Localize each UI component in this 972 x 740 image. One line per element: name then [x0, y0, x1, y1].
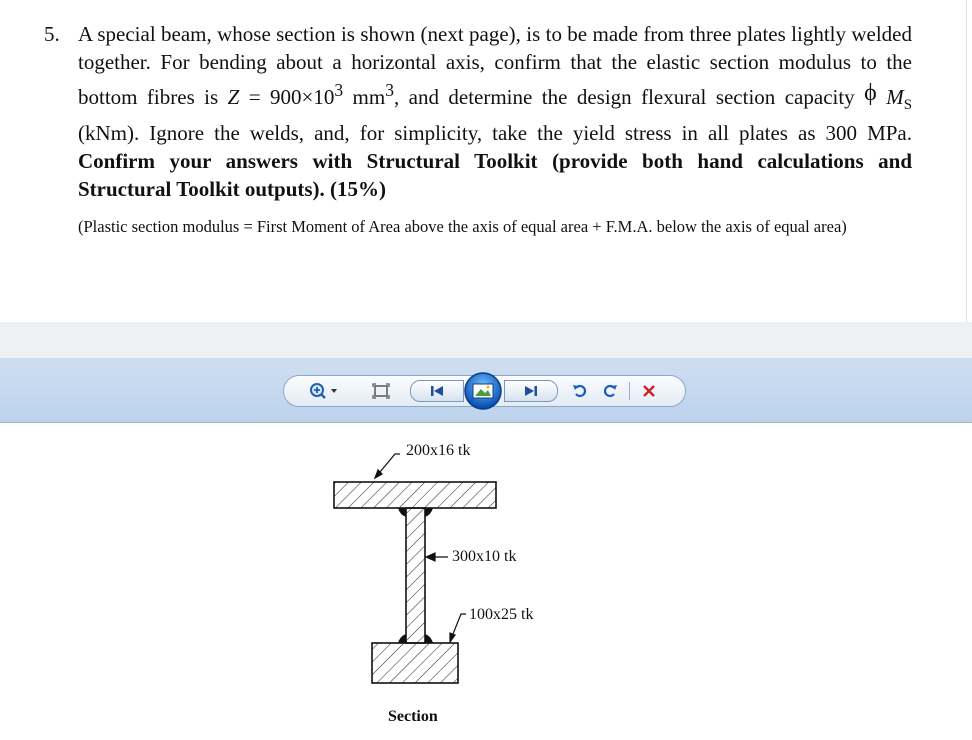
previous-button[interactable] [410, 376, 464, 406]
fit-to-window-icon [372, 383, 390, 399]
bottom-plate-label: 100x25 tk [469, 606, 534, 623]
top-plate-label: 200x16 tk [406, 442, 471, 459]
image-viewer-toolbar [0, 358, 972, 423]
rotate-counterclockwise-button[interactable] [568, 376, 592, 406]
previous-icon [429, 385, 445, 397]
rotate-clockwise-icon [602, 383, 618, 399]
zoom-in-icon [308, 381, 342, 401]
ms-symbol: M [886, 85, 904, 109]
web-plate-label: 300x10 tk [452, 548, 517, 565]
problem-text-main: A special beam, whose section is shown (next page), is to be made from three plates lightly welded together. For bending about a horizontal axis, confirm that the elastic section modulus to the bottom fibres is [78, 22, 912, 109]
bottom-flange-plate [372, 643, 458, 683]
plastic-modulus-note: (Plastic section modulus = First Moment of Area above the axis of equal area + F.M.A. below the axis of equal area) [78, 217, 847, 236]
top-flange-plate [334, 482, 496, 508]
beam-section-figure [0, 423, 972, 740]
z-equals: = 900×10 [239, 85, 335, 109]
toolbar-pill [283, 375, 686, 407]
z-unit: mm [343, 85, 386, 109]
bottom-plate-leader [450, 614, 466, 642]
slideshow-button[interactable] [460, 371, 506, 411]
next-button[interactable] [504, 376, 558, 406]
z-unit-exponent: 3 [385, 80, 394, 100]
zoom-button[interactable] [306, 376, 344, 406]
problem-number: 5. [44, 22, 60, 46]
phi-symbol: ϕ [864, 80, 877, 106]
document-page [0, 0, 967, 322]
slideshow-icon [461, 371, 505, 411]
page-gap [0, 322, 972, 358]
fit-to-window-button[interactable] [366, 376, 396, 406]
ms-subscript: S [903, 97, 913, 114]
web-leader [426, 553, 448, 561]
rotate-clockwise-button[interactable] [598, 376, 622, 406]
toolbar-separator [628, 376, 630, 406]
problem-text-mid: , and determine the design flexural section capacity [393, 85, 865, 109]
z-exponent: 3 [334, 80, 344, 100]
delete-button[interactable] [634, 376, 664, 406]
delete-icon [642, 384, 656, 398]
z-symbol: Z [227, 85, 240, 109]
problem-text [78, 20, 912, 203]
problem-bold-instruction: Confirm your answers with Structural Toolkit (provide both hand calculations and Structural Toolkit outputs). (15%) [78, 149, 912, 202]
web-plate [406, 508, 425, 643]
rotate-counterclockwise-icon [572, 383, 588, 399]
next-icon [523, 385, 539, 397]
top-plate-leader [375, 454, 400, 478]
problem-text-after: (kNm). Ignore the welds, and, for simplicity, take the yield stress in all plates as 300 MPa. [78, 121, 912, 146]
figure-caption: Section [388, 708, 438, 725]
problem-5 [40, 20, 912, 203]
image-viewer-area [0, 423, 972, 740]
